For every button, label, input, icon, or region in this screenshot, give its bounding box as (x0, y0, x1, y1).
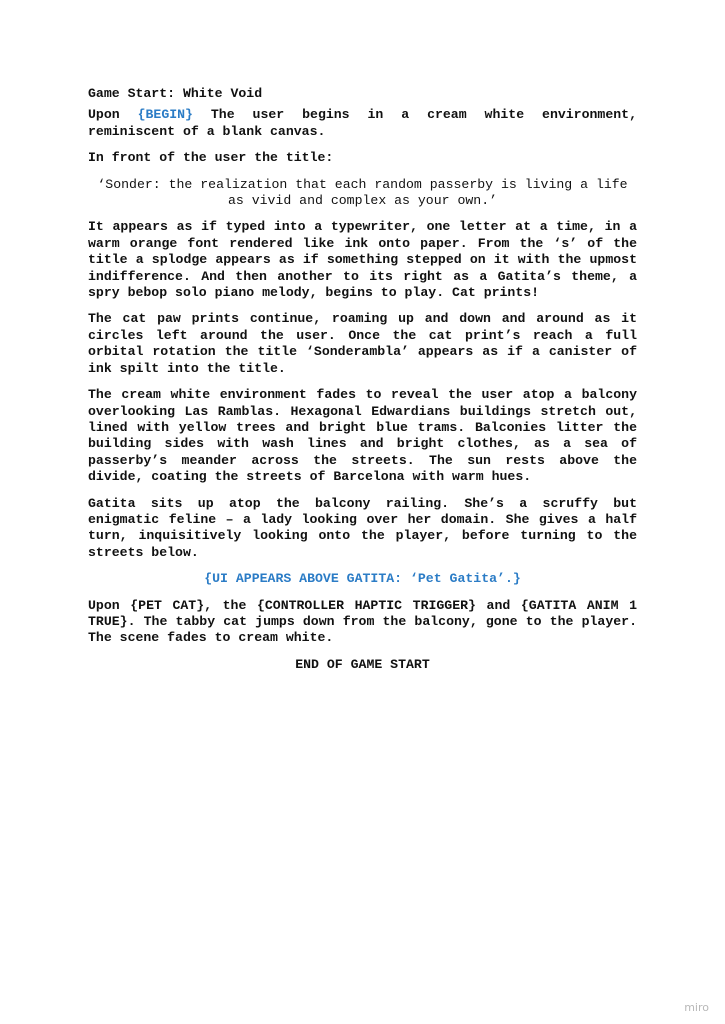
miro-watermark: miro (684, 1001, 709, 1014)
begin-tag: {BEGIN} (137, 107, 193, 123)
end-marker: END OF GAME START (295, 656, 430, 672)
begin-text: The user begins in a cream white environment, reminiscent of a blank canvas. (88, 107, 637, 139)
section-heading: Game Start: White Void (88, 86, 263, 101)
ui-note: {UI APPEARS ABOVE GATITA: ‘Pet Gatita’.} (204, 571, 521, 587)
sonder-quote: ‘Sonder: the realization that each random passerby is living a life as vivid and complex as your own.’ (97, 176, 628, 209)
paragraph-title-intro: In front of the user the title: (88, 150, 334, 166)
paragraph-gatita: Gatita sits up atop the balcony railing. She’s a scruffy but enigmatic feline – a lady looking over her domain. She gives a half turn, inquisitively looking onto the player, before turning to the streets below. (88, 495, 637, 560)
paragraph-pet-cat: Upon {PET CAT}, the {CONTROLLER HAPTIC TRIGGER} and {GATITA ANIM 1 TRUE}. The tabby cat jumps down from the balcony, gone to the player. The scene fades to cream white. (88, 597, 637, 646)
paragraph-begin (88, 107, 637, 140)
paragraph-paw-prints: The cat paw prints continue, roaming up and down and around as it circles left around the user. Once the cat print’s reach a full orbital rotation the title ‘Sonderambla’ appears as if a canister of ink spilt into the title. (88, 311, 637, 376)
begin-prefix: Upon (88, 107, 138, 123)
paragraph-typewriter: It appears as if typed into a typewriter, one letter at a time, in a warm orange font rendered like ink onto paper. From the ‘s’ of the title a splodge appears as if something stepped on it with the upmost indifference. And then another to its right as a Gatita’s theme, a spry bebop solo piano melody, begins to play. Cat prints! (88, 219, 637, 301)
document-page (88, 86, 637, 683)
paragraph-las-ramblas: The cream white environment fades to reveal the user atop a balcony overlooking Las Ramblas. Hexagonal Edwardians buildings stretch out, lined with yellow trees and bright blue trams. Balconies litter the building sides with wash lines and bright clothes, as a sea of passerby’s meander across the streets. The sun rests above the divide, coating the streets of Barcelona with warm hues. (88, 387, 637, 485)
